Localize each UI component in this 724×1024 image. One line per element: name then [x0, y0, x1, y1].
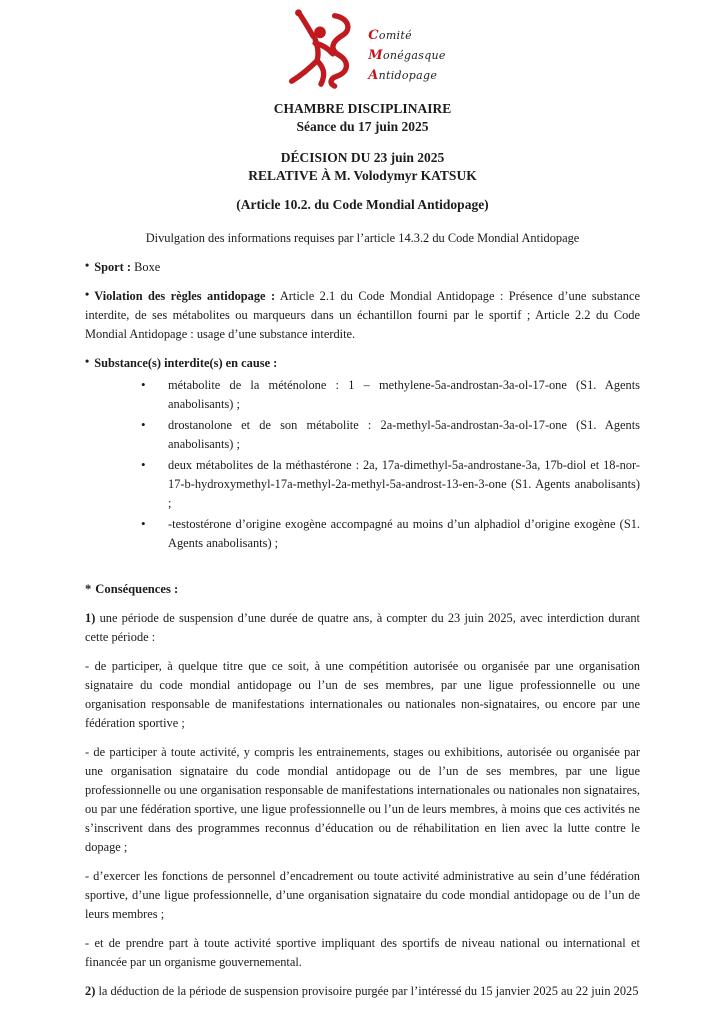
prohibition-paragraph: - de participer à toute activité, y compris les entrainements, stages ou exhibitions, autorisée ou organisée par une organisation signataire du code mondial antidopage ou de l’un de ses membres, par une ligue professionnelle ou une organisation responsable de manifestations internationales ou nationales non signataires, ou par une fédération sportive, une ligue professionnelle ou l’un de leurs membres, à moins que ces activités ne s’inscrivent dans des programmes reconnus d’éducation ou de réhabilitation en lien avec la lutte contre le dopage ;: [85, 745, 640, 854]
decision-subject: RELATIVE À M. Volodymyr KATSUK: [248, 168, 477, 183]
bullet-icon: •: [85, 286, 90, 301]
substance-text: deux métabolites de la méthastérone : 2a, 17a-dimethyl-5a-androstane-3a, 17b-diol et 18-nor-17-b-hydroxymethyl-17a-methyl-2a-methyl-5a-androst-13-en-3-one (S1. Agents anabolisants) ;: [168, 458, 640, 510]
logo-initial: C: [368, 28, 379, 43]
chamber-title: CHAMBRE DISCIPLINAIRE: [273, 101, 452, 116]
substances-label: Substance(s) interdite(s) en cause :: [94, 356, 278, 370]
article-reference: (Article 10.2. du Code Mondial Antidopage): [236, 197, 489, 212]
item-text: une période de suspension d’une durée de quatre ans, à compter du 23 juin 2025, avec interdiction durant cette période :: [85, 611, 640, 644]
sport-section: [85, 258, 640, 277]
bullet-icon: •: [141, 457, 146, 472]
session-date: Séance du 17 juin 2025: [296, 119, 429, 134]
prohibition-paragraph: - et de prendre part à toute activité sportive impliquant des sportifs de niveau national ou international et financée par un organisme gouvernemental.: [85, 936, 640, 969]
substance-item: [141, 376, 640, 414]
logo-word-antidopage: [368, 66, 446, 86]
gymnast-ribbon-logo-icon: [279, 6, 359, 90]
violation-text: Article 2.1 du Code Mondial Antidopage : Présence d’une substance interdite, de ses métabolites ou marqueurs dans un échantillon fourni par le sportif ; Article 2.2 du Code Mondial Antidopage : usage d’une substance interdite.: [85, 289, 640, 341]
logo-word-rest: onégasque: [382, 49, 446, 62]
consequence-item-2: [85, 982, 640, 1001]
bullet-icon: •: [141, 417, 146, 432]
substances-section-header: [85, 354, 640, 373]
item-text: la déduction de la période de suspension provisoire purgée par l’intéressé du 15 janvier 2025 au 22 juin 2025: [98, 984, 639, 998]
bullet-icon: •: [85, 257, 90, 272]
logo-word-comite: [368, 26, 446, 46]
prohibition-paragraph: - d’exercer les fonctions de personnel d’encadrement ou toute activité administrative au sein d’une fédération sportive, d’une ligue professionnelle, d’une organisation signataire du code mondial antidopage ou de l’un de leurs membres ;: [85, 869, 640, 921]
sport-value: Boxe: [134, 260, 161, 274]
substance-item: [141, 416, 640, 454]
consequence-item-1: [85, 609, 640, 647]
prohibition-paragraph: - de participer, à quelque titre que ce soit, à une compétition autorisée ou organisée par une organisation signataire du code mondial antidopage ou l’un de ses membres, par une ligue professionnelle ou une organisation responsable de manifestations internationales ou nationales non-signataires, ou encore par une fédération sportive ;: [85, 659, 640, 730]
violation-label: Violation des règles antidopage :: [94, 289, 276, 303]
substance-item: [141, 515, 640, 553]
consequences-header: [85, 580, 640, 599]
asterisk-marker: *: [85, 582, 92, 596]
logo-word-rest: ntidopage: [378, 69, 438, 82]
substance-text: métabolite de la méténolone : 1 – methylene-5a-androstan-3a-ol-17-one (S1. Agents anabolisants) ;: [168, 378, 640, 411]
disclosure-line: Divulgation des informations requises par l’article 14.3.2 du Code Mondial Antidopage: [145, 231, 580, 245]
decision-title: DÉCISION DU 23 juin 2025: [280, 150, 445, 165]
decision-header: [85, 149, 640, 185]
logo-initial: M: [368, 48, 383, 63]
logo-word-rest: omité: [378, 29, 412, 42]
logo-initial: A: [368, 68, 379, 83]
item-number: 2): [85, 984, 96, 998]
chamber-header: [85, 100, 640, 136]
bullet-icon: •: [141, 516, 146, 531]
consequences-label: Conséquences :: [95, 582, 179, 596]
sport-label: Sport :: [94, 260, 132, 274]
substance-text: drostanolone et de son métabolite : 2a-methyl-5a-androstan-3a-ol-17-one (S1. Agents anabolisants) ;: [168, 418, 640, 451]
bullet-icon: •: [141, 377, 146, 392]
logo-wordmark: [368, 6, 446, 86]
item-number: 1): [85, 611, 96, 625]
violation-section: [85, 287, 640, 344]
bullet-icon: •: [85, 353, 90, 368]
substances-list: [85, 376, 640, 553]
substance-text: -testostérone d’origine exogène accompagné au moins d’un alphadiol d’origine exogène (S1. Agents anabolisants) ;: [168, 517, 640, 550]
logo-word-monegasque: [368, 46, 446, 66]
substance-item: [141, 456, 640, 513]
logo: [85, 0, 640, 94]
